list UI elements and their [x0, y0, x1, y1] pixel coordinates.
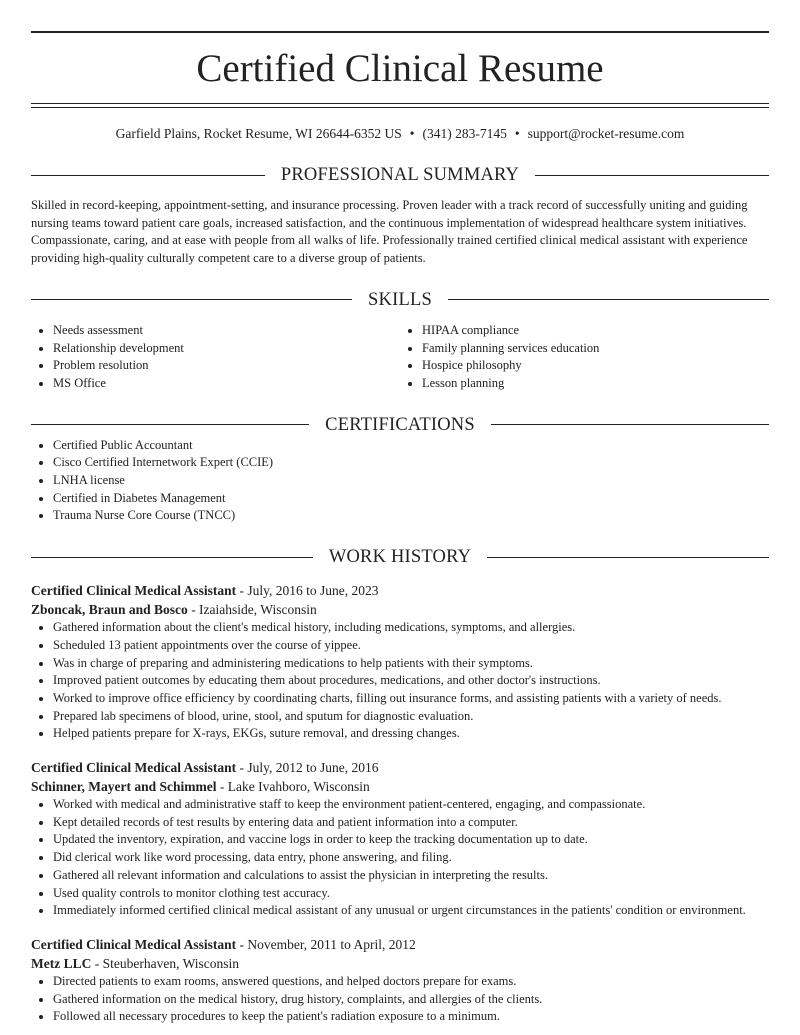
- skill-item: • Problem resolution: [53, 357, 400, 375]
- skills-heading-label: SKILLS: [368, 289, 432, 310]
- summary-heading: [31, 163, 769, 187]
- job-duty: • Did clerical work like word processing, data entry, phone answering, and filing.: [53, 849, 769, 867]
- job-company: Metz LLC: [31, 955, 92, 971]
- certification-item: • Cisco Certified Internetwork Expert (CCIE): [53, 454, 769, 472]
- skill-item: • Needs assessment: [53, 322, 400, 340]
- job-duty: • Gathered information about the client's medical history, including medications, symptoms, and allergies.: [53, 619, 769, 637]
- job-dates: - July, 2012 to June, 2016: [236, 760, 379, 776]
- job-duty: • Directed patients to exam rooms, answered questions, and helped doctors prepare for exams.: [53, 973, 769, 991]
- heading-rule: [31, 175, 265, 176]
- job-title: Certified Clinical Medical Assistant: [31, 760, 237, 776]
- skills-list-left: [31, 322, 400, 393]
- job-company: Zboncak, Braun and Bosco: [31, 602, 188, 618]
- job-company: Schinner, Mayert and Schimmel: [31, 779, 217, 795]
- job-duty: • Worked to improve office efficiency by coordinating charts, filling out insurance forms, and assisting patients with a variety of needs.: [53, 690, 769, 708]
- job-duty: • Gathered all relevant information and calculations to assist the physician in interpreting the results.: [53, 867, 769, 885]
- certifications-heading: [31, 413, 769, 437]
- job-duty: • Gathered information on the medical history, drug history, complaints, and allergies of the clients.: [53, 991, 769, 1009]
- job-duty: • Scheduled 13 patient appointments over the course of yippee.: [53, 637, 769, 655]
- heading-rule: [491, 424, 769, 425]
- job-title: Certified Clinical Medical Assistant: [31, 583, 237, 599]
- work-history-heading-label: WORK HISTORY: [328, 547, 472, 568]
- job-title-line: [31, 935, 769, 954]
- skill-item: • MS Office: [53, 375, 400, 393]
- job-title-line: [31, 581, 769, 600]
- heading-rule: [31, 557, 313, 558]
- job-location: - Steuberhaven, Wisconsin: [91, 955, 240, 971]
- resume-title: Certified Clinical Resume: [196, 47, 604, 90]
- job-dates: - July, 2016 to June, 2023: [236, 583, 379, 599]
- certification-item: • LNHA license: [53, 472, 769, 490]
- job-company-line: [31, 777, 769, 796]
- job-entry: [31, 758, 769, 920]
- job-duties-list: [31, 619, 769, 743]
- job-entry: [31, 935, 769, 1026]
- job-duty: • Immediately informed certified clinical medical assistant of any unusual or urgent circumstances in the patients' condition or environment.: [53, 902, 769, 920]
- contact-separator: •: [409, 126, 415, 141]
- title-double-rule: [31, 103, 769, 108]
- work-history-list: [31, 581, 769, 1026]
- resume-page: [31, 0, 769, 1026]
- job-location: - Lake Ivahboro, Wisconsin: [216, 779, 370, 795]
- job-location: - Izaiahside, Wisconsin: [187, 602, 317, 618]
- contact-email: support@rocket-resume.com: [527, 126, 685, 141]
- job-duty: • Updated the inventory, expiration, and vaccine logs in order to keep the tracking documentation up to date.: [53, 831, 769, 849]
- job-duty: • Used quality controls to monitor clothing test accuracy.: [53, 885, 769, 903]
- heading-rule: [31, 424, 309, 425]
- contact-phone: (341) 283-7145: [422, 126, 507, 141]
- skill-item: • Lesson planning: [422, 375, 769, 393]
- skills-list-right: [400, 322, 769, 393]
- job-dates: - November, 2011 to April, 2012: [236, 936, 416, 952]
- skills-columns: [31, 322, 769, 393]
- top-rule: [31, 31, 769, 33]
- skill-item: • Hospice philosophy: [422, 357, 769, 375]
- job-duty: • Followed all necessary procedures to keep the patient's radiation exposure to a minimum.: [53, 1008, 769, 1026]
- summary-text: Skilled in record-keeping, appointment-setting, and insurance processing. Proven leader with a track record of successfully uniting and guiding nursing teams toward patient care goals, increased satisfaction, and the continuous implementation of widespread healthcare system initiatives. Compassionate, caring, and at ease with people from all walks of life. Professionally trained certified clinical medical assistant with experience providing high-quality culturally competent care to a diverse group of patients.: [31, 198, 748, 266]
- job-duty: • Helped patients prepare for X-rays, EKGs, suture removal, and dressing changes.: [53, 725, 769, 743]
- job-duty: • Was in charge of preparing and administering medications to help patients with their symptoms.: [53, 655, 769, 673]
- heading-rule: [448, 299, 769, 300]
- certification-item: • Certified Public Accountant: [53, 437, 769, 455]
- job-entry: [31, 581, 769, 743]
- certifications-heading-label: CERTIFICATIONS: [325, 414, 475, 435]
- certification-item: • Trauma Nurse Core Course (TNCC): [53, 507, 769, 525]
- certifications-list: [31, 437, 769, 526]
- contact-separator: •: [514, 126, 520, 141]
- job-duty: • Prepared lab specimens of blood, urine, stool, and sputum for diagnostic evaluation.: [53, 708, 769, 726]
- job-title-line: [31, 758, 769, 777]
- skill-item: • HIPAA compliance: [422, 322, 769, 340]
- heading-rule: [31, 299, 352, 300]
- job-duty: • Improved patient outcomes by educating them about procedures, medications, and other doctor's instructions.: [53, 672, 769, 690]
- certification-item: • Certified in Diabetes Management: [53, 490, 769, 508]
- skill-item: • Family planning services education: [422, 340, 769, 358]
- job-duties-list: [31, 796, 769, 920]
- job-title: Certified Clinical Medical Assistant: [31, 936, 237, 952]
- job-company-line: [31, 954, 769, 973]
- skills-column-right: [400, 322, 769, 393]
- job-duty: • Worked with medical and administrative staff to keep the environment patient-centered, engaging, and compassionate.: [53, 796, 769, 814]
- skill-item: • Relationship development: [53, 340, 400, 358]
- heading-rule: [487, 557, 769, 558]
- work-history-heading: [31, 545, 769, 569]
- summary-heading-label: PROFESSIONAL SUMMARY: [280, 165, 520, 185]
- job-duties-list: [31, 973, 769, 1026]
- job-company-line: [31, 600, 769, 619]
- heading-rule: [535, 175, 769, 176]
- job-duty: • Kept detailed records of test results by entering data and patient information into a computer.: [53, 814, 769, 832]
- contact-line: [31, 125, 769, 143]
- skills-column-left: [31, 322, 400, 393]
- skills-heading: [31, 288, 769, 312]
- contact-address: Garfield Plains, Rocket Resume, WI 26644-6352 US: [115, 126, 402, 141]
